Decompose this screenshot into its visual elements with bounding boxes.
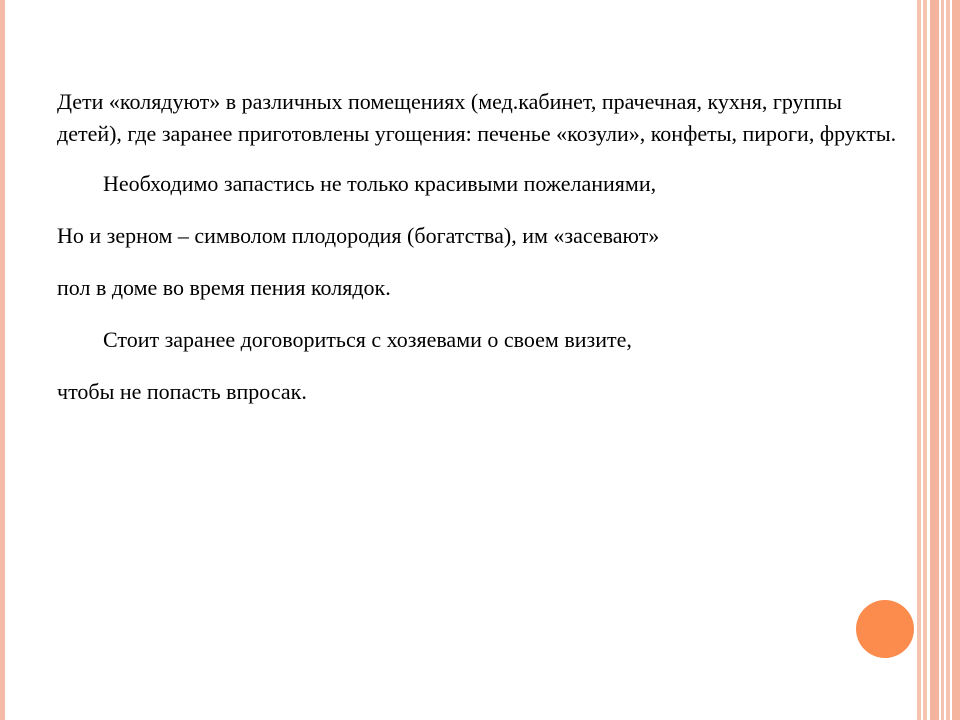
- stripe: [923, 0, 927, 720]
- stripe: [917, 0, 921, 720]
- line-floor: пол в доме во время пения колядок.: [57, 275, 391, 300]
- paragraph-caroling: Дети «колядуют» в различных помещениях (мед.кабинет, прачечная, кухня, группы детей), где заранее приготовлены угощения: печенье «козули», конфеты, пироги, фрукты.: [57, 89, 897, 146]
- stripe: [930, 0, 939, 720]
- right-decorative-stripes: [917, 0, 960, 720]
- slide-body-text: [57, 86, 897, 418]
- left-border: [0, 0, 5, 720]
- line-not-trapped: чтобы не попасть впросак.: [57, 379, 307, 404]
- stripe: [941, 0, 944, 720]
- line-wishes: Необходимо запастись не только красивыми пожеланиями,: [103, 171, 657, 196]
- stripe: [952, 0, 960, 720]
- stripe: [946, 0, 950, 720]
- line-grain: Но и зерном – символом плодородия (богатства), им «засевают»: [57, 223, 660, 248]
- orange-circle-decoration: [856, 600, 914, 658]
- line-agree-hosts: Стоит заранее договориться с хозяевами о своем визите,: [103, 327, 632, 352]
